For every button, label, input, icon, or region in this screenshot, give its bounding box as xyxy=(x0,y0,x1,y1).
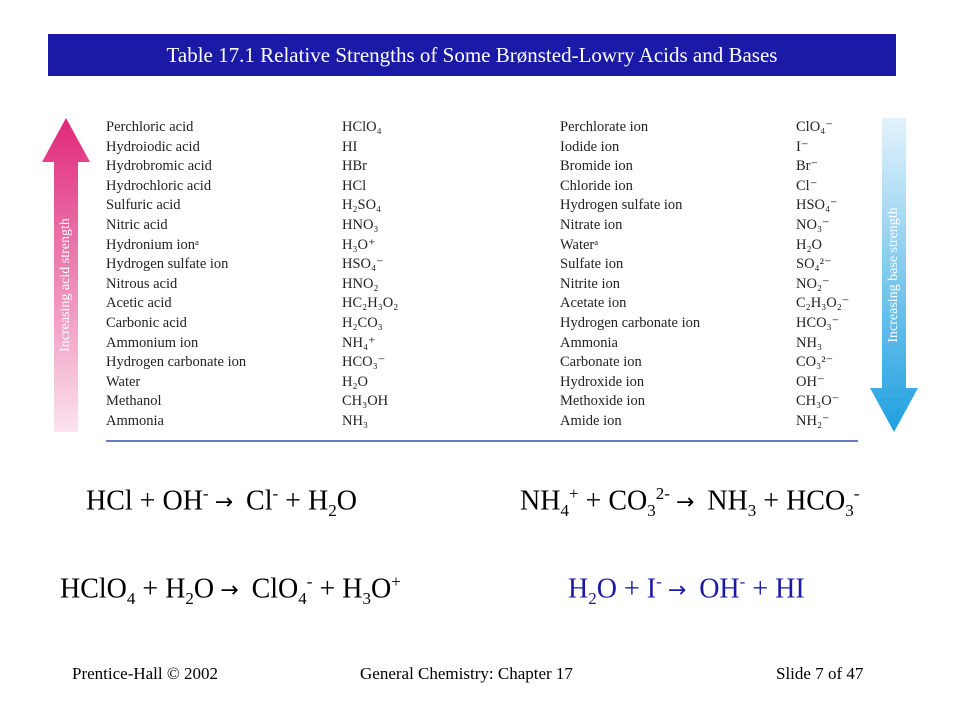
acid-name-cell: Carbonic acid xyxy=(106,314,187,331)
acid-name-cell: Methanol xyxy=(106,393,162,410)
acid-formula-cell: HI xyxy=(342,138,358,155)
acid-formula-cell: HNO₃ xyxy=(342,216,379,233)
acid-name-cell: Hydrogen carbonate ion xyxy=(106,354,247,371)
equation-1: HCl + $OH^- \to Cl^- + H_2O$ xyxy=(86,484,357,520)
base-formula-cell: SO₄²⁻ xyxy=(796,256,832,273)
acid-name-cell: Hydrobromic acid xyxy=(106,158,212,175)
base-name-cell: Perchlorate ion xyxy=(560,119,649,135)
base-formula-column xyxy=(796,118,849,432)
base-name-cell: Acetate ion xyxy=(560,295,627,312)
base-formula-cell: NO₃⁻ xyxy=(796,216,830,233)
equation-4: $H_2O + I^- \to OH^-$ + HI xyxy=(568,572,805,608)
acid-formula-column xyxy=(342,118,398,432)
base-name-cell: Ammonia xyxy=(560,334,618,351)
base-formula-cell: CH₃O⁻ xyxy=(796,393,840,410)
acid-formula-cell: HC₂H₃O₂ xyxy=(342,295,399,312)
reaction-arrow-icon: → xyxy=(675,490,695,516)
reaction-arrow-icon: → xyxy=(220,578,239,604)
base-name-cell: Amide ion xyxy=(560,412,622,429)
base-formula-cell: NO₂⁻ xyxy=(796,275,830,292)
base-name-cell: Hydrogen carbonate ion xyxy=(560,314,701,331)
base-formula-cell: NH₂⁻ xyxy=(796,412,830,429)
acid-base-table xyxy=(40,110,920,450)
base-name-cell: Carbonate ion xyxy=(560,354,642,371)
acid-name-cell: Hydrochloric acid xyxy=(106,177,212,194)
acid-formula-cell: H₂CO₃ xyxy=(342,314,383,331)
acid-name-cell: Nitric acid xyxy=(106,216,168,233)
base-name-cell: Bromide ion xyxy=(560,158,633,175)
acid-name-cell: Hydroiodic acid xyxy=(106,138,200,155)
base-name-cell: Nitrate ion xyxy=(560,216,623,233)
acid-name-cell: Hydrogen sulfate ion xyxy=(106,256,229,273)
reaction-arrow-icon: → xyxy=(214,490,234,516)
base-formula-cell: Cl⁻ xyxy=(796,177,818,194)
footer-publisher: Prentice-Hall © 2002 xyxy=(72,664,219,683)
base-formula-cell: HCO₃⁻ xyxy=(796,314,840,331)
acid-name-cell: Hydronium ionᵃ xyxy=(106,236,199,253)
acid-formula-cell: H₃O⁺ xyxy=(342,236,376,253)
footer-chapter: General Chemistry: Chapter 17 xyxy=(360,664,573,683)
base-strength-label: Increasing base strength xyxy=(886,207,901,343)
acid-name-column xyxy=(106,118,246,432)
base-name-cell: Hydroxide ion xyxy=(560,373,645,390)
acid-formula-cell: H₂SO₄ xyxy=(342,197,382,214)
base-name-cell: Waterᵃ xyxy=(560,236,599,253)
acid-formula-cell: HCO₃⁻ xyxy=(342,354,386,371)
acid-formula-cell: HCl xyxy=(342,177,367,194)
acid-formula-cell: HSO₄⁻ xyxy=(342,256,384,273)
acid-name-cell: Water xyxy=(106,373,141,390)
acid-name-cell: Ammonia xyxy=(106,412,164,429)
base-name-cell: Hydrogen sulfate ion xyxy=(560,197,683,214)
acid-formula-cell: H₂O xyxy=(342,373,368,390)
acid-formula-cell: HBr xyxy=(342,158,367,175)
slide-title: Table 17.1 Relative Strengths of Some Brønsted-Lowry Acids and Bases xyxy=(166,42,778,67)
base-name-cell: Sulfate ion xyxy=(560,256,624,273)
base-formula-cell: Br⁻ xyxy=(796,158,819,175)
acid-formula-cell: HClO₄ xyxy=(342,119,382,135)
acid-name-cell: Nitrous acid xyxy=(106,275,178,292)
base-name-cell: Methoxide ion xyxy=(560,393,645,410)
base-name-column xyxy=(560,118,700,432)
footer-slide-number: Slide 7 of 47 xyxy=(776,664,864,683)
base-name-cell: Chloride ion xyxy=(560,177,633,194)
equation-2: $NH_4^+ + CO_3^{2-} \to NH_3 + HCO_3^-$ xyxy=(520,484,860,520)
base-formula-cell: H₂O xyxy=(796,236,822,253)
acid-name-cell: Acetic acid xyxy=(106,295,172,312)
reaction-arrow-icon: → xyxy=(667,578,687,604)
base-formula-cell: OH⁻ xyxy=(796,373,825,390)
acid-name-cell: Sulfuric acid xyxy=(106,197,181,214)
base-formula-cell: C₂H₃O₂⁻ xyxy=(796,295,850,312)
base-formula-cell: NH₃ xyxy=(796,334,822,351)
table-bottom-rule xyxy=(106,440,858,442)
base-formula-cell: ClO₄⁻ xyxy=(796,119,833,135)
acid-formula-cell: HNO₂ xyxy=(342,275,379,292)
acid-formula-cell: NH₃ xyxy=(342,412,368,429)
base-formula-cell: CO₃²⁻ xyxy=(796,354,834,371)
slide-title-bar xyxy=(48,34,896,76)
base-name-cell: Iodide ion xyxy=(560,138,620,155)
acid-formula-cell: CH₃OH xyxy=(342,393,389,410)
base-formula-cell: HSO₄⁻ xyxy=(796,197,838,214)
base-name-cell: Nitrite ion xyxy=(560,275,621,292)
acid-strength-label: Increasing acid strength xyxy=(58,218,73,352)
equation-3: HClO$_4$ + $H_2O \to ClO_4^- + H_3O^+$ xyxy=(60,572,401,608)
base-formula-cell: I⁻ xyxy=(796,138,809,155)
acid-name-cell: Ammonium ion xyxy=(106,334,199,351)
acid-formula-cell: NH₄⁺ xyxy=(342,334,376,351)
acid-name-cell: Perchloric acid xyxy=(106,119,194,135)
